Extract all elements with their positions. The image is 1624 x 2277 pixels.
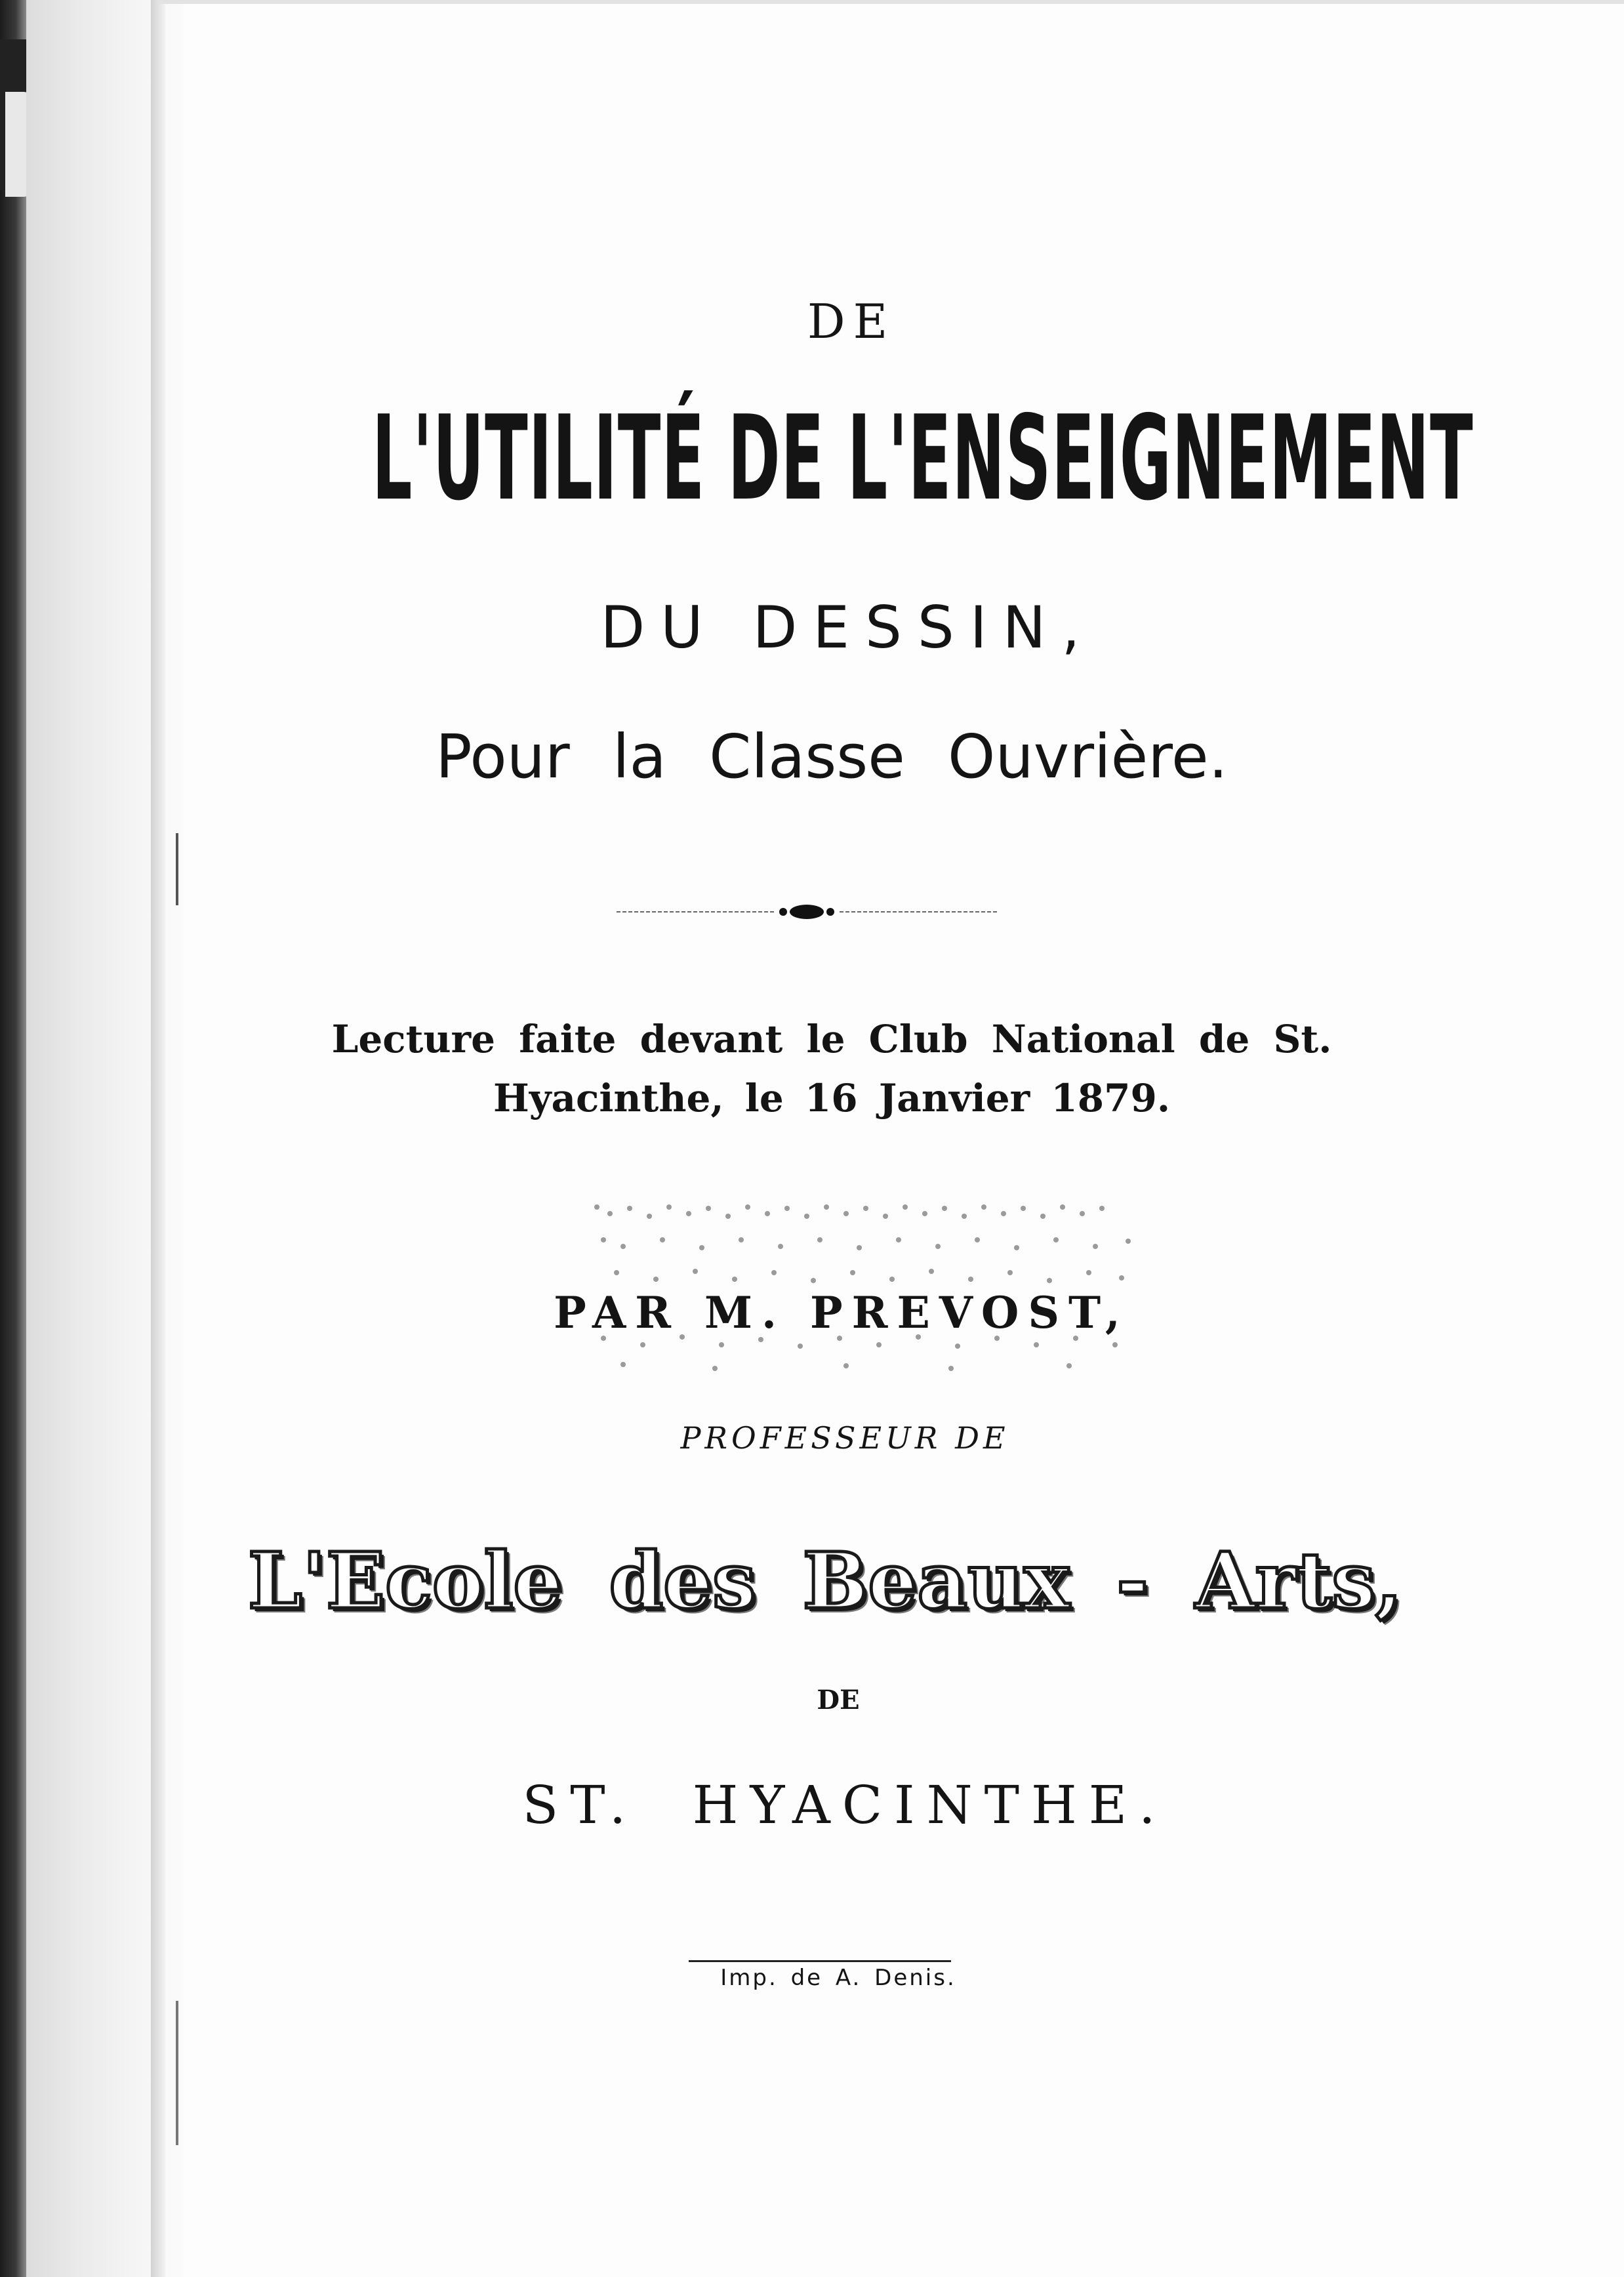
city-line: ST. HYACINTHE. bbox=[522, 1774, 1167, 1836]
main-title: L'UTILITÉ DE L'ENSEIGNEMENT bbox=[372, 390, 1474, 526]
top-edge bbox=[157, 0, 1624, 4]
author-line: PAR M. PREVOST, bbox=[554, 1287, 1129, 1338]
subtitle-dessin: DU DESSIN, bbox=[600, 594, 1096, 661]
imprint: Imp. de A. Denis. bbox=[720, 1965, 956, 1991]
margin-mark bbox=[176, 2001, 178, 2145]
lecture-line-1: Lecture faite devant le Club National de St. bbox=[331, 1017, 1332, 1061]
de-line: DE bbox=[817, 1685, 860, 1715]
perforated-stamp bbox=[584, 1194, 1148, 1378]
imprint-rule bbox=[689, 1960, 951, 1962]
lecture-line-2: Hyacinthe, le 16 Janvier 1879. bbox=[493, 1076, 1171, 1120]
ornament-divider bbox=[617, 902, 997, 922]
margin-mark bbox=[176, 833, 178, 905]
subtitle-classe: Pour la Classe Ouvrière. bbox=[436, 722, 1228, 792]
title-prefix: DE bbox=[807, 294, 896, 349]
school-line: L'Ecole des Beaux - Arts, bbox=[248, 1535, 1402, 1626]
professor-line: PROFESSEUR DE bbox=[680, 1420, 1009, 1456]
